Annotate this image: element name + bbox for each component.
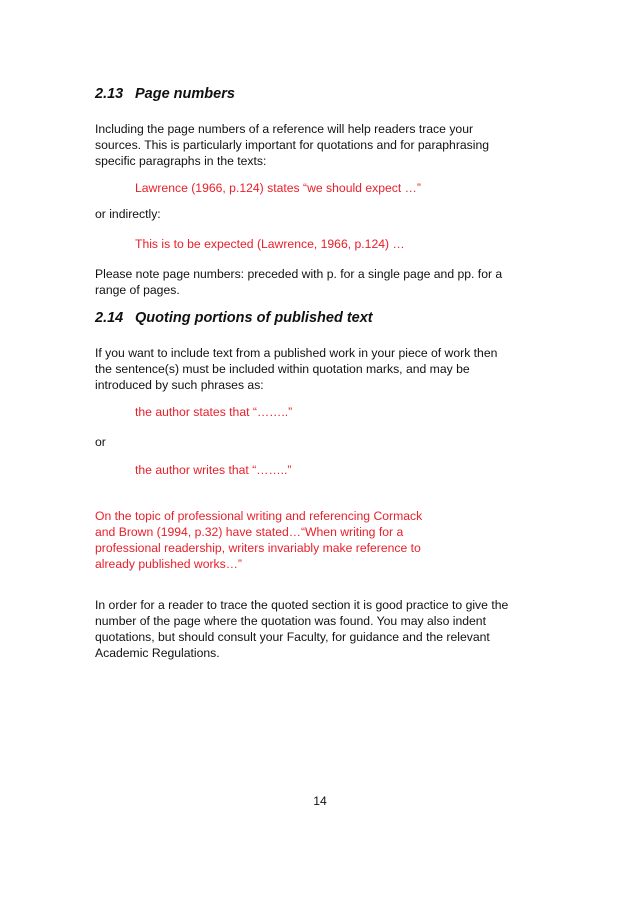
text-line: quotations, but should consult your Faculty, for guidance and the relevant <box>95 630 490 644</box>
quotation-block <box>95 508 545 572</box>
page-number: 14 <box>313 794 327 808</box>
paragraph-2-13-intro <box>95 121 545 169</box>
heading-2-14 <box>95 310 373 326</box>
text-line: On the topic of professional writing and referencing Cormack <box>95 509 423 523</box>
example-author-writes: the author writes that “……..” <box>135 463 292 477</box>
text-line: specific paragraphs in the texts: <box>95 154 267 168</box>
text-line: Academic Regulations. <box>95 646 220 660</box>
paragraph-trace-quoted-section <box>95 597 545 661</box>
heading-2-13-number: 2.13 <box>95 86 124 102</box>
text-line: number of the page where the quotation was found. You may also indent <box>95 614 486 628</box>
text-line: sources. This is particularly important for quotations and for paraphrasing <box>95 138 490 152</box>
text-line: In order for a reader to trace the quoted section it is good practice to give the <box>95 598 509 612</box>
example-author-states: the author states that “……..” <box>135 405 293 419</box>
document-page <box>95 0 545 903</box>
paragraph-2-14-intro <box>95 345 545 393</box>
paragraph-page-numbers-note <box>95 266 545 298</box>
text-line: and Brown (1994, p.32) have stated…“When writing for a <box>95 525 404 539</box>
text-line: Including the page numbers of a reference will help readers trace your <box>95 122 474 136</box>
text-line: already published works…” <box>95 557 242 571</box>
example-indirect-citation: This is to be expected (Lawrence, 1966, p.124) … <box>135 237 405 251</box>
heading-2-13-title: Page numbers <box>135 86 235 102</box>
text-line: professional readership, writers invariably make reference to <box>95 541 421 555</box>
heading-2-14-title: Quoting portions of published text <box>135 310 373 326</box>
heading-2-14-number: 2.14 <box>95 310 124 326</box>
example-direct-citation: Lawrence (1966, p.124) states “we should expect …” <box>135 181 421 195</box>
text-or-indirectly: or indirectly: <box>95 207 161 221</box>
text-line: introduced by such phrases as: <box>95 378 264 392</box>
text-or: or <box>95 435 106 449</box>
heading-2-13 <box>95 86 235 102</box>
text-line: the sentence(s) must be included within quotation marks, and may be <box>95 362 470 376</box>
text-line: Please note page numbers: preceded with p. for a single page and pp. for a <box>95 267 503 281</box>
text-line: range of pages. <box>95 283 180 297</box>
text-line: If you want to include text from a published work in your piece of work then <box>95 346 498 360</box>
